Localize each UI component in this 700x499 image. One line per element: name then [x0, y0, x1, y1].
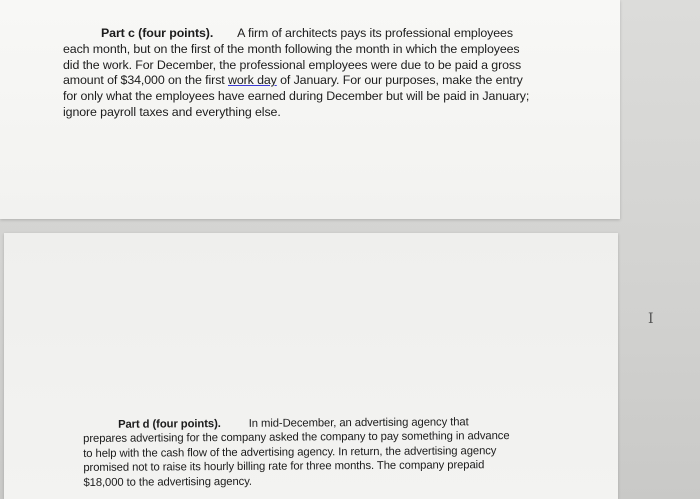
- part-d-text-1: In mid-December, an advertising agency that: [248, 416, 469, 430]
- part-d-line-5: $18,000 to the advertising agency.: [83, 475, 252, 489]
- part-d-line-4: promised not to raise its hourly billing rate for three months. The company prepaid: [83, 459, 485, 475]
- part-d-paragraph: [83, 415, 543, 490]
- part-c-line-1: [63, 26, 561, 42]
- part-c-paragraph: [63, 26, 561, 121]
- part-c-text-4a: amount of $34,000 on the first: [63, 73, 228, 88]
- part-c-line-6: ignore payroll taxes and everything else.: [63, 104, 281, 119]
- work-day-underlined: work day: [227, 73, 277, 88]
- part-d-heading: Part d (four points).: [118, 418, 221, 431]
- part-c-line-4: [63, 73, 561, 89]
- part-d-line-3: to help with the cash flow of the advertising agency. In return, the advertising agency: [83, 444, 497, 460]
- part-c-line-2: each month, but on the first of the month following the month in which the employees: [63, 41, 520, 56]
- part-c-heading: Part c (four points).: [101, 26, 214, 40]
- part-c-text-4b: of January. For our purposes, make the entry: [276, 73, 523, 88]
- part-c-line-3: did the work. For December, the professional employees were due to be paid a gross: [63, 57, 522, 72]
- part-c-line-5: for only what the employees have earned during December but will be paid in January;: [63, 89, 530, 104]
- part-d-line-2: prepares advertising for the company asked the company to pay something in advance: [83, 430, 510, 446]
- text-cursor-icon: I: [648, 311, 654, 327]
- part-c-text-1: A firm of architects pays its professional employees: [237, 26, 513, 40]
